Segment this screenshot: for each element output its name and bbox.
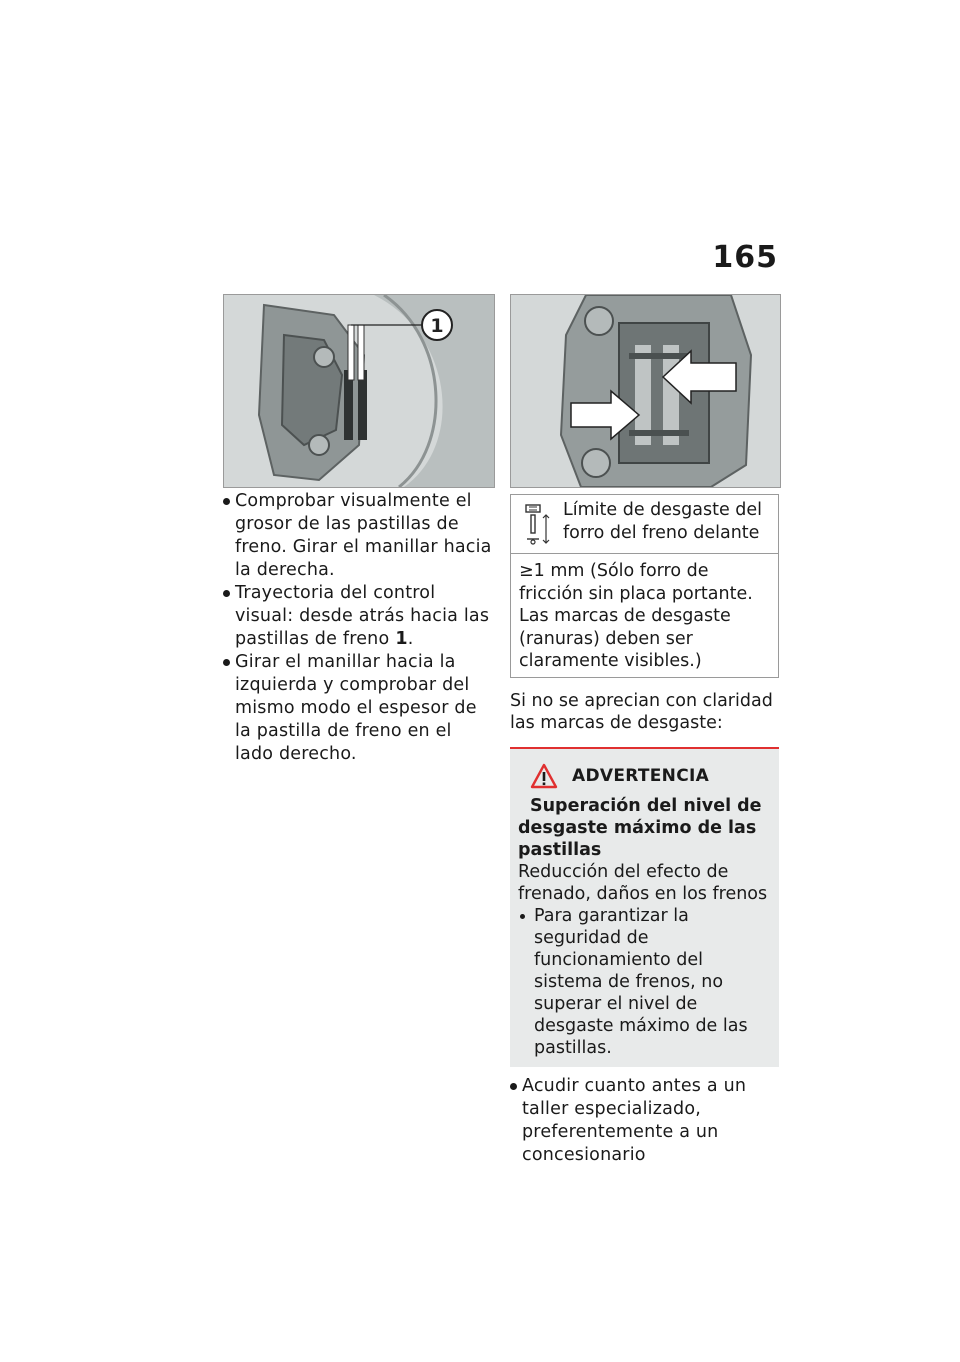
warning-list: [518, 905, 771, 1059]
warning-triangle-icon: [530, 763, 558, 789]
instruction-list: [223, 490, 495, 766]
spec-box: [510, 494, 779, 678]
list-item: Acudir cuanto antes a un taller especializado, preferentemente a un concesionario: [510, 1075, 779, 1167]
intro-text: Si no se aprecian con claridad las marcas de desgaste:: [510, 690, 773, 733]
brake-pad-wear-illustration: [510, 294, 781, 488]
spec-header: [511, 495, 778, 554]
warning-label: ADVERTENCIA: [572, 765, 710, 786]
warning-title: Superación del nivel de desgaste máximo de las pastillas: [518, 795, 762, 860]
caliper-side-view-drawing: [224, 295, 494, 487]
caliper-front-view-drawing: [511, 295, 780, 487]
final-instruction-list: [510, 1075, 779, 1167]
warning-header: [530, 763, 771, 789]
spec-value: ≥1 mm (Sólo forro de fricción sin placa portante. Las marcas de desgaste (ranuras) deben ser claramente visibles.): [519, 561, 753, 671]
instructions-column: [223, 490, 495, 766]
brake-pad-check-illustration: [223, 294, 495, 488]
list-item: Para garantizar la seguridad de funcionamiento del sistema de frenos, no superar el nivel de desgaste máximo de las pastillas.: [518, 905, 771, 1059]
callout-number: 1: [430, 315, 444, 337]
list-item: Girar el manillar hacia la izquierda y comprobar del mismo modo el espesor de la pastilla de freno en el lado derecho.: [223, 651, 495, 766]
warning-text: Reducción del efecto de frenado, daños en los frenos: [518, 861, 768, 904]
list-item: Trayectoria del control visual: desde atrás hacia las pastillas de freno 1.: [223, 582, 495, 651]
list-item: Comprobar visualmente el grosor de las pastillas de freno. Girar el manillar hacia la derecha.: [223, 490, 495, 582]
warning-box: [510, 747, 779, 1067]
spec-and-warning-column: [510, 494, 779, 1167]
spec-title: Límite de desgaste del forro del freno delante: [563, 500, 763, 543]
page-number: 165: [712, 240, 778, 275]
reference-number: 1: [395, 629, 408, 649]
caliper-gauge-icon: [523, 503, 551, 547]
